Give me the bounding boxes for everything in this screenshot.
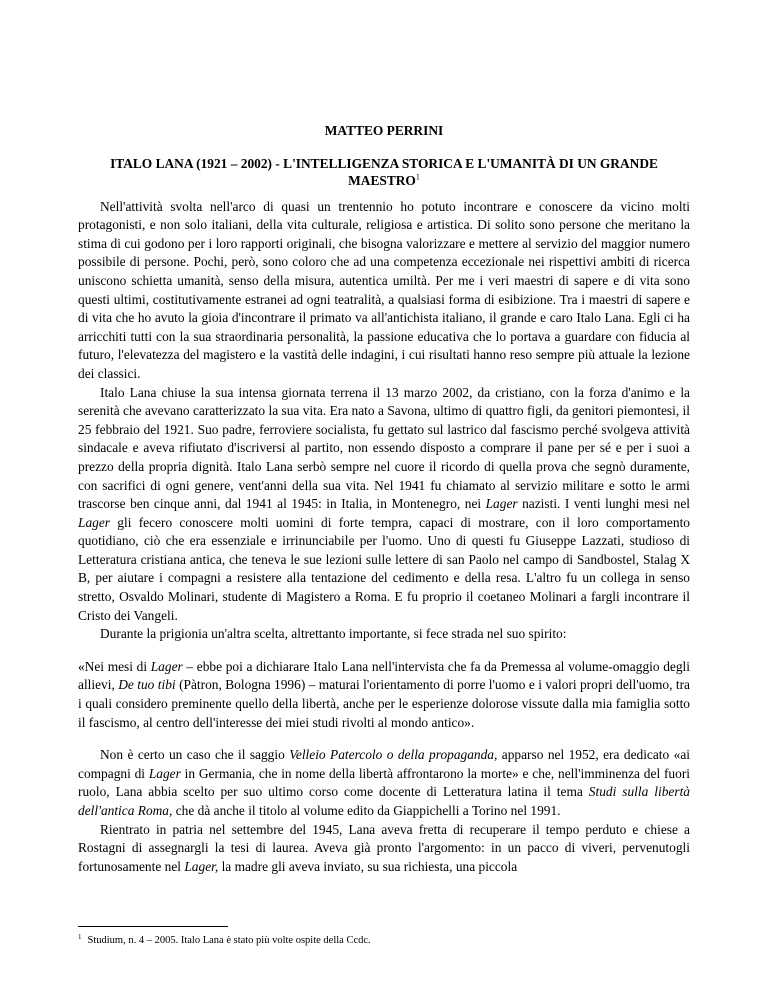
paragraph-4-part-c: in Germania, che in nome della libertà affrontarono la morte» e che, nell'imminenza del fuori ruolo, Lana abbia scelto per suo ultimo corso come docente di Letteratura latina il tema bbox=[78, 765, 690, 800]
lager-term: Lager bbox=[148, 765, 181, 781]
paragraph-4-part-d: che dà anche il titolo al volume edito da Giappichelli a Torino nel 1991. bbox=[172, 803, 561, 818]
article-title bbox=[78, 155, 690, 190]
paragraph-2 bbox=[78, 384, 690, 626]
paragraph-1: Nell'attività svolta nell'arco di quasi un trentennio ho potuto incontrare e conoscere da vicino molti protagonisti, e non solo italiani, della vita culturale, religiosa e artistica. Di solito sono persone che meritano la stima di cui godono per i loro rapporti originali, che bisogna valorizzare e mettere al servizio del maggior numero possibile di persone. Pochi, però, sono coloro che ad una competenza eccezionale nei rispettivi ambiti di ricerca uniscono schietta umanità, senso della misura, autentica umiltà. Per me i veri maestri di sapere e di vita sono questi ultimi, costitutivamente estranei ad ogni teatralità, a qualsiasi forma di esibizione. Tra i maestri di sapere e di vita che ho avuto la gioia d'incontrare il primato va all'antichista italiano, il grande e caro Italo Lana. Egli ci ha arricchiti tutti con la sua straordinaria personalità, la passione educativa che lo portava a guardare con fiducia al futuro, l'elevatezza del magistero e la vastità delle indagini, i cui risultati hanno reso sempre più attuale la lezione dei classici. bbox=[78, 198, 690, 381]
paragraph-4 bbox=[78, 746, 690, 820]
footnote-divider bbox=[78, 926, 228, 927]
lager-term: Lager bbox=[485, 496, 518, 512]
paragraph-2-part-c: gli fecero conoscere molti uomini di forte tempra, capaci di mostrare, con il loro comportamento quotidiano, ciò che era essenziale e irrinunciabile per l'uomo. Uno di questi fu Giuseppe Lazzati, studioso di Letteratura cristiana antica, che teneva le sue lezioni sulle lettere di san Paolo nel campo di Sandbostel, Stalag X B, per aiutare i compagni a resistere alla tentazione del cedimento e della resa. L'altro fu un collega in senso stretto, Osvaldo Molinari, studente di Magistero a Roma. E fu proprio il coetaneo Molinari a fargli incontrare il Cristo dei Vangeli. bbox=[78, 514, 690, 623]
quote-part-b: – ebbe poi a dichiarare Italo Lana nell'intervista che fa da Premessa al volume-omaggio degli allievi, bbox=[78, 658, 690, 693]
paragraph-5 bbox=[78, 821, 690, 877]
paragraph-3: Durante la prigionia un'altra scelta, altrettanto importante, si fece strada nel suo spirito: bbox=[100, 626, 567, 642]
footnote-reference[interactable]: 1 bbox=[415, 172, 420, 182]
paragraph-4-part-a: Non è certo un caso che il saggio bbox=[100, 747, 290, 763]
footnote-text: Studium, n. 4 – 2005. Italo Lana è stato più volte ospite della Ccdc. bbox=[87, 935, 371, 946]
footnote-mark: 1 bbox=[78, 932, 82, 941]
quote-part-a: «Nei mesi di bbox=[78, 658, 151, 674]
book-title: Velleio Patercolo o della propaganda, bbox=[289, 747, 498, 763]
paragraph-2-part-b: nazisti. I venti lunghi mesi nel bbox=[517, 496, 690, 512]
title-text: ITALO LANA (1921 – 2002) - L'INTELLIGENZA STORICA E L'UMANITÀ DI UN GRANDE MAESTRO bbox=[110, 155, 658, 189]
paragraph-2-part-a: Italo Lana chiuse la sua intensa giornata terrena il 13 marzo 2002, da cristiano, con la forza d'animo e la serenità che avevano caratterizzato la sua vita. Era nato a Savona, ultimo di quattro figli, da genitori piemontesi, il 25 febbraio del 1921. Suo padre, ferroviere socialista, fu gettato sul lastrico dal fascismo perché svolgeva attività sindacale e aveva rifiutato d'iscriversi al partito, non essendo disposto a comprare il pane per sé e per i suoi a prezzo della propria dignità. Italo Lana serbò sempre nel cuore il ricordo di quella prova che segnò duramente, con sacrifici di ogni genere, vent'anni della sua vita. Nel 1941 fu chiamato al servizio militare e sotto le armi trascorse ben cinque anni, dal 1941 al 1945: in Italia, in Montenegro, nei bbox=[78, 384, 690, 512]
book-title: Studi sulla libertà dell'antica Roma, bbox=[78, 784, 690, 818]
quote-part-c: (Pàtron, Bologna 1996) – maturai l'orientamento di porre l'uomo e i valori propri dell'uomo, tra i quali considero preminente quello della libertà, anche per le esperienze dolorose vissute dalla mia famiglia sotto il fascismo, al centro dell'interesse dei miei studi rivolti al mondo antico». bbox=[78, 677, 690, 730]
book-title: De tuo tibi bbox=[118, 677, 176, 693]
block-quote bbox=[78, 658, 690, 732]
author-name: MATTEO PERRINI bbox=[324, 123, 444, 138]
lager-term: Lager bbox=[150, 658, 183, 674]
paragraph-5-part-b: la madre gli aveva inviato, su sua richiesta, una piccola bbox=[218, 858, 518, 874]
footnote bbox=[78, 934, 371, 947]
paragraph-5-part-a: Rientrato in patria nel settembre del 1945, Lana aveva fretta di recuperare il tempo perduto e chiese a Rostagni di assegnargli la tesi di laurea. Aveva già pronto l'argomento: in un pacco di viveri, pervenutogli fortunosamente nel bbox=[78, 821, 690, 874]
document-page bbox=[78, 122, 690, 876]
paragraph-4-part-b: apparso nel 1952, era dedicato «ai compagni di bbox=[78, 747, 690, 781]
lager-term: Lager, bbox=[184, 858, 219, 874]
lager-term: Lager bbox=[78, 514, 110, 530]
